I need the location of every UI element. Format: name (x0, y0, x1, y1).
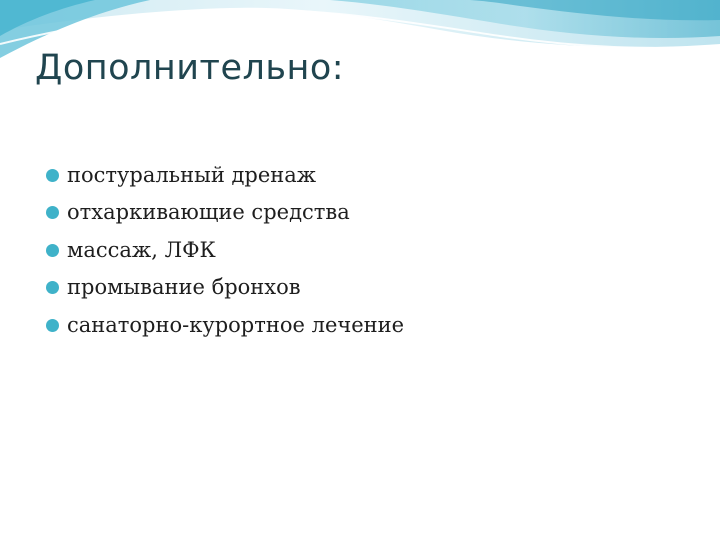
bullet-dot-icon (46, 169, 59, 182)
list-item (46, 156, 404, 194)
list-item (46, 269, 404, 307)
slide-title: Дополнительно: (35, 48, 345, 88)
list-item (46, 194, 404, 232)
list-item (46, 231, 404, 269)
bullet-text: массаж, ЛФК (67, 237, 216, 262)
bullet-text: постуральный дренаж (67, 162, 317, 187)
bullet-text: санаторно-курортное лечение (67, 312, 405, 337)
bullet-dot-icon (46, 281, 59, 294)
bullet-dot-icon (46, 244, 59, 257)
bullet-text: отхаркивающие средства (67, 200, 350, 225)
bullet-dot-icon (46, 206, 59, 219)
bullet-list (46, 156, 404, 344)
list-item (46, 306, 404, 344)
bullet-dot-icon (46, 319, 59, 332)
bullet-text: промывание бронхов (67, 275, 301, 300)
